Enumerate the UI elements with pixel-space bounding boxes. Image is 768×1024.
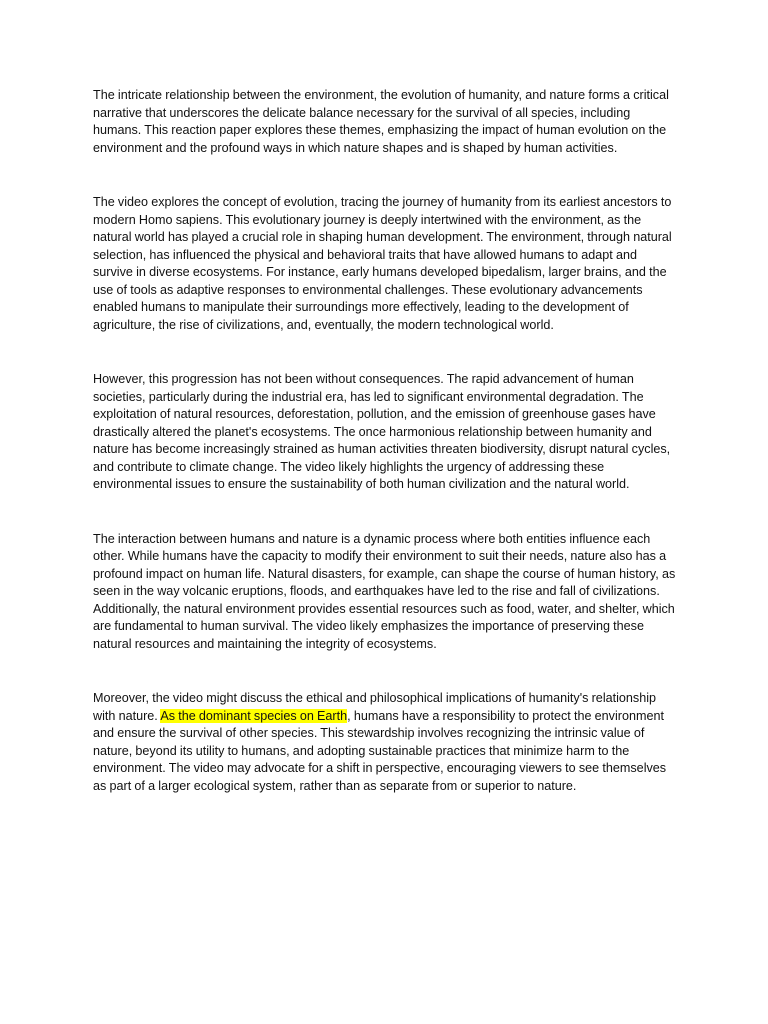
paragraph-ethics bbox=[93, 690, 677, 795]
paragraph-consequences: However, this progression has not been without consequences. The rapid advancement of human societies, particularly during the industrial era, has led to significant environmental degradation. The exploitation of natural resources, deforestation, pollution, and the emission of greenhouse gases have drastically altered the planet's ecosystems. The once harmonious relationship between humanity and nature has become increasingly strained as human activities threaten biodiversity, disrupt natural cycles, and contribute to climate change. The video likely highlights the urgency of addressing these environmental issues to ensure the sustainability of both human civilization and the natural world. bbox=[93, 372, 671, 491]
document-body bbox=[93, 87, 677, 832]
paragraph-interaction: The interaction between humans and nature is a dynamic process where both entities influence each other. While humans have the capacity to modify their environment to suit their needs, nature also has a profound impact on human life. Natural disasters, for example, can shape the course of human history, as seen in the way volcanic eruptions, floods, and earthquakes have led to the rise and fall of civilizations. Additionally, the natural environment provides essential resources such as food, water, and shelter, which are fundamental to human survival. The video likely emphasizes the importance of preserving these natural resources and maintaining the integrity of ecosystems. bbox=[93, 531, 676, 651]
paragraph-evolution: The video explores the concept of evolution, tracing the journey of humanity from its earliest ancestors to modern Homo sapiens. This evolutionary journey is deeply intertwined with the environment, as the natural world has played a crucial role in shaping human development. The environment, through natural selection, has influenced the physical and behavioral traits that have allowed humans to adapt and survive in diverse ecosystems. For instance, early humans developed bipedalism, larger brains, and the use of tools as adaptive responses to environmental challenges. These evolutionary advancements enabled humans to manipulate their surroundings more effectively, leading to the development of agriculture, the rise of civilizations, and, eventually, the modern technological world. bbox=[93, 195, 672, 332]
paragraph-ethics-text-before: Moreover, the video might discuss the ethical and philosophical implications of humanity's relationship with nature. bbox=[93, 691, 657, 723]
paragraph-ethics-text-after: , humans have a responsibility to protect the environment and ensure the survival of other species. This stewardship involves recognizing the intrinsic value of nature, beyond its utility to humans, and adopting sustainable practices that minimize harm to the environment. The video may advocate for a shift in perspective, encouraging viewers to see themselves as part of a larger ecological system, rather than as separate from or superior to nature. bbox=[93, 708, 667, 793]
highlighted-text: As the dominant species on Earth bbox=[160, 708, 348, 723]
paragraph-intro: The intricate relationship between the environment, the evolution of humanity, and nature forms a critical narrative that underscores the delicate balance necessary for the survival of all species, including humans. This reaction paper explores these themes, emphasizing the impact of human evolution on the environment and the profound ways in which nature shapes and is shaped by human activities. bbox=[93, 88, 669, 155]
